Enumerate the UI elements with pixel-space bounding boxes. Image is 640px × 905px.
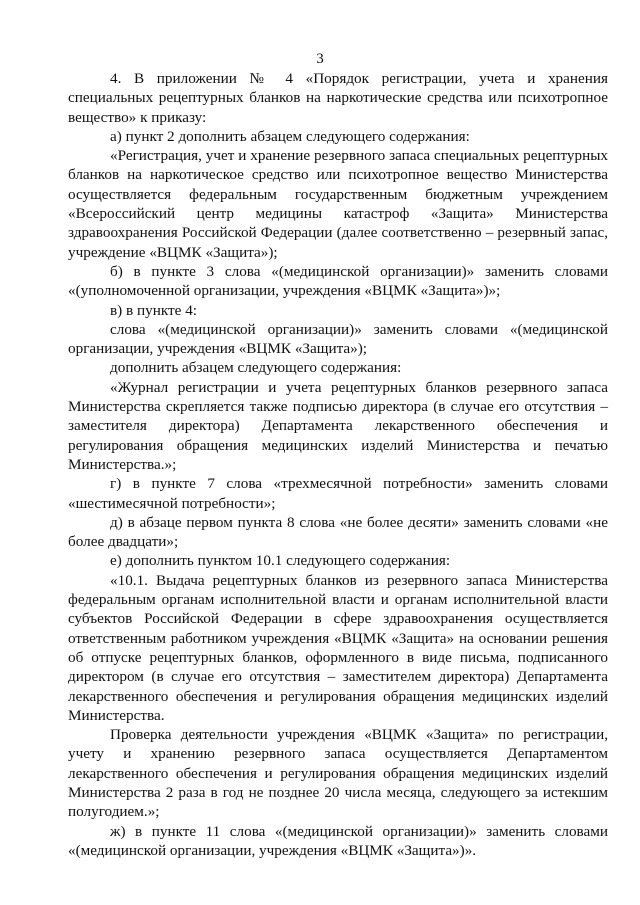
paragraph-add-abzac: дополнить абзацем следующего содержания: [110,359,402,377]
paragraph-quote-registration: «Регистрация, учет и хранение резервного запаса специальных рецептурных бланков на наркотическое средство или психотропное вещество Министерства осуществляется федеральным государственным бюджетным учреждением «Всероссийский центр медицины катастроф «Защита» Министерства здравоохранения Российской Федерации (далее соответственно – резервный запас, учреждение «ВЦМК «Защита»); [68,147,608,261]
paragraph-subitem-e: е) дополнить пунктом 10.1 следующего содержания: [110,552,451,570]
paragraph-quote-journal: «Журнал регистрации и учета рецептурных бланков резервного запаса Министерства скрепляется также подписью директора (в случае его отсутствия – заместителя директора) Департамента лекарственного обеспечения и регулирования обращения медицинских изделий Министерства и печатью Министерства.»; [68,378,608,473]
paragraph-words-replacement: слова «(медицинской организации)» заменить словами «(медицинской организации, учреждения «ВЦМК «Защита»); [68,320,608,358]
paragraph-subitem-zh: ж) в пункте 11 слова «(медицинской организации)» заменить словами «(медицинской организации, учреждения «ВЦМК «Защита»)». [68,822,608,859]
paragraph-quote-10-1: «10.1. Выдача рецептурных бланков из резервного запаса Министерства федеральным органам исполнительной власти и органам исполнительной власти субъектов Российской Федерации в сфере здравоохранения осуществляется ответственным работником учреждения «ВЦМК «Защита» на основании решения об отпуске рецептурных бланков, оформленного в виде письма, подписанного директором (в случае его отсутствия – заместителем директора) Департамента лекарственного обеспечения и регулирования обращения медицинских изделий Министерства. [68,571,608,724]
paragraph-subitem-v: в) в пункте 4: [110,301,198,319]
paragraph-subitem-b: б) в пункте 3 слова «(медицинской организации)» заменить словами «(уполномоченной организации, учреждения «ВЦМК «Защита»)»; [68,262,608,300]
paragraph-inspection: Проверка деятельности учреждения «ВЦМК «Защита» по регистрации, учету и хранению резервного запаса осуществляется Департаментом лекарственного обеспечения и регулирования обращения медицинских изделий Министерства 2 раза в год не позднее 20 числа месяца, следующего за истекшим полугодием.»; [68,726,608,821]
paragraph-item-4-intro: 4. В приложении № 4 «Порядок регистрации, учета и хранения специальных рецептурных бланков на наркотические средства или психотропное вещество» к приказу: [68,70,608,126]
document-body [68,69,608,860]
paragraph-subitem-a: а) пункт 2 дополнить абзацем следующего содержания: [110,127,470,145]
paragraph-subitem-d: д) в абзаце первом пункта 8 слова «не более десяти» заменить словами «не более двадцати»; [68,513,608,551]
page-number: 3 [316,51,324,67]
paragraph-subitem-g: г) в пункте 7 слова «трехмесячной потребности» заменить словами «шестимесячной потребности»; [68,475,608,512]
